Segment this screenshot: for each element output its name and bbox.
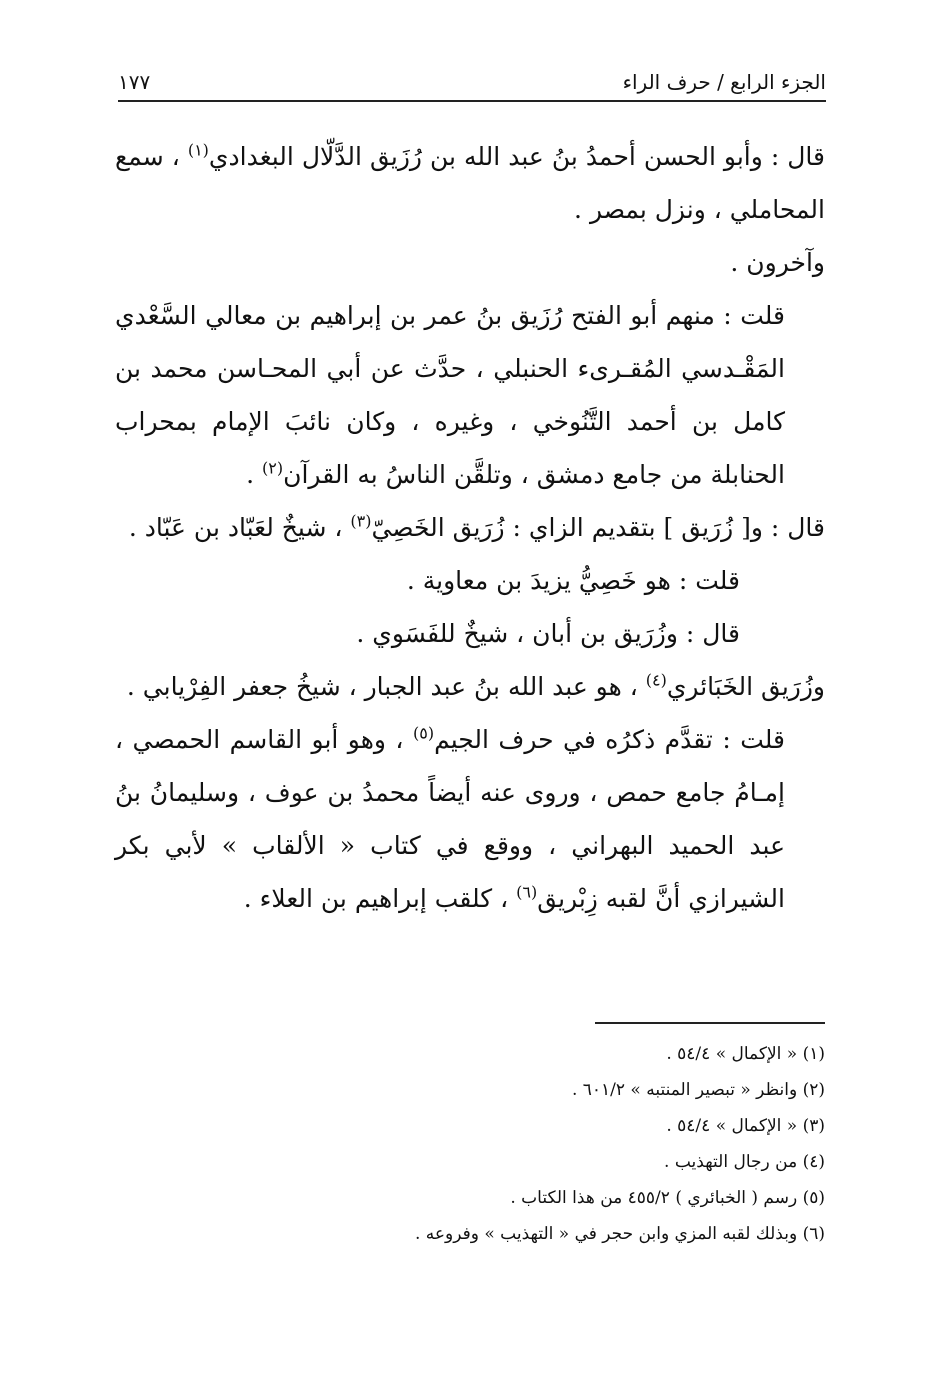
footnote: (٤) من رجال التهذيب . — [664, 1152, 825, 1172]
paragraph-text: ، سمع المحاملي ، ونزل بمصر . — [115, 142, 825, 224]
page-number: ١٧٧ — [118, 70, 151, 94]
footnote-ref: (٣) — [350, 511, 372, 531]
paragraph-text: ، وهو أبو القاسم الحمصي ، إمـامُ جامع حمص ، وروى عنه أيضاً محمدُ بن عوف ، وسليمانُ بنُ عبد الحميد البهراني ، ووقع في كتاب « الألقاب » لأبي بكر الشيرازي أنَّ لقبه زِبْريق — [115, 725, 785, 913]
paragraph-text: ، شيخٌ لعَبّاد بن عَبّاد . — [128, 513, 351, 542]
paragraph-text: ، كلقب إبراهيم بن العلاء . — [243, 884, 517, 913]
footnotes — [300, 1036, 825, 1252]
footnote-ref: (٤) — [645, 670, 667, 690]
footnote: (٣) « الإكمال » ٥٤/٤ . — [666, 1116, 825, 1136]
paragraph-text: قلت : تقدَّم ذكرُه في حرف الجيم — [434, 725, 785, 754]
paragraph — [115, 660, 825, 713]
footnote: (٥) رسم ( الخبائري ) ٤٥٥/٢ من هذا الكتاب . — [510, 1188, 825, 1208]
running-title: الجزء الرابع / حرف الراء — [622, 70, 826, 94]
footnote-separator — [595, 1022, 825, 1024]
paragraph — [115, 713, 825, 925]
paragraph-text: . — [246, 460, 262, 489]
paragraph — [115, 554, 825, 607]
footnote: (٢) وانظر « تبصير المنتبه » ٦٠١/٢ . — [571, 1080, 825, 1100]
page-header — [118, 62, 826, 102]
paragraph — [115, 501, 825, 554]
paragraph — [115, 236, 825, 289]
footnote-ref: (١) — [187, 140, 209, 160]
footnote-ref: (٦) — [516, 882, 538, 902]
paragraph-text: قلت : منهم أبو الفتح رُزَيق بنُ عمر بن إبراهيم بن معالي السَّعْدي المَقْـدسي المُقـرىء الحنبلي ، حدَّث عن أبي المحـاسن محمد بن كامل بن أحمد التَّنُوخي ، وغيره ، وكان نائبَ الإمام بمحراب الحنابلة من جامع دمشق ، وتلقَّن الناسُ به القرآن — [115, 301, 785, 489]
paragraph — [115, 130, 825, 236]
paragraph-text: ، هو عبد الله بنُ عبد الجبار ، شيخُ جعفر الفِرْيابي . — [126, 672, 646, 701]
paragraph-text: قلت : هو خَصِيُّ يزيدَ بن معاوية . — [406, 566, 740, 595]
paragraph-text: قال : و[ زُرَيق ] بتقديم الزاي : زُرَيق الخَصِيّ — [371, 513, 825, 542]
paragraph-text: قال : وأبو الحسن أحمدُ بنُ عبد الله بن رُزَيق الدَّلّال البغدادي — [208, 142, 825, 171]
footnote: (٦) وبذلك لقبه المزي وابن حجر في « التهذيب » وفروعه . — [414, 1224, 825, 1244]
footnote-ref: (٢) — [262, 458, 284, 478]
footnote: (١) « الإكمال » ٥٤/٤ . — [666, 1044, 825, 1064]
paragraph-text: وزُرَيق الخَبَائري — [666, 672, 825, 701]
paragraph — [115, 289, 825, 501]
footnote-ref: (٥) — [412, 723, 435, 743]
main-text — [115, 130, 825, 925]
paragraph-text: وآخرون . — [730, 248, 825, 277]
paragraph-text: قال : وزُرَيق بن أبان ، شيخٌ للفَسَوي . — [356, 619, 740, 648]
paragraph — [115, 607, 825, 660]
